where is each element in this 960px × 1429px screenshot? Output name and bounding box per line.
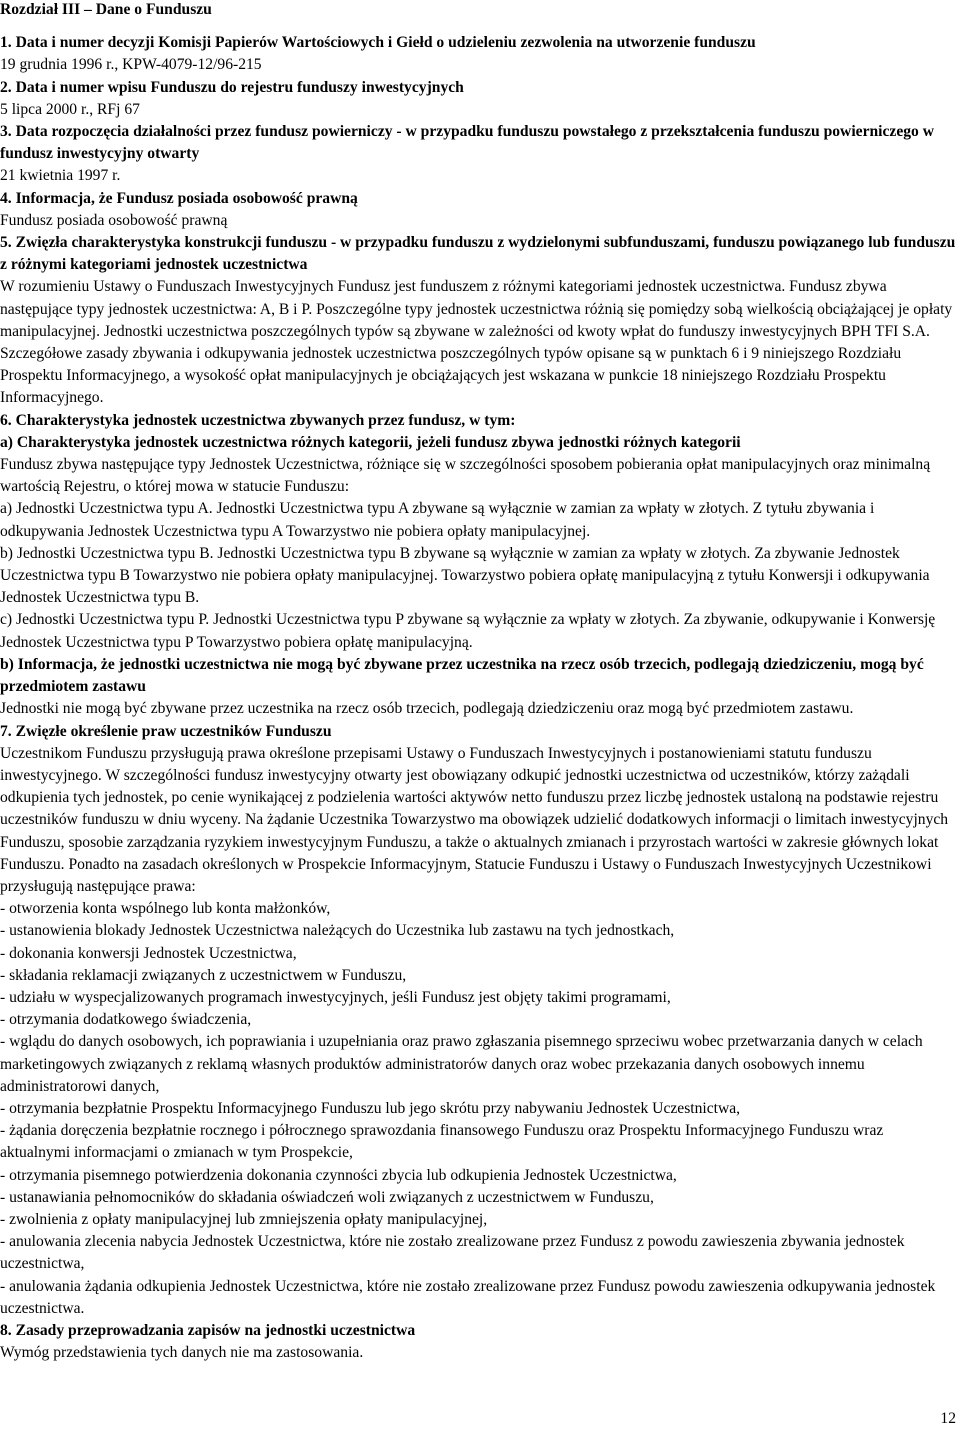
body-text: a) Jednostki Uczestnictwa typu A. Jednostki Uczestnictwa typu A zbywane są wyłącznie w zamian za wpłaty w złotych. Z tytułu zbywania i odkupywania Jednostek Uczestnictwa typu A Towarzystwo nie pobiera opłaty manipulacyjnej. (0, 500, 879, 540)
section-heading: 8. Zasady przeprowadzania zapisów na jednostki uczestnictwa (0, 1321, 416, 1339)
section-heading: 5. Zwięzła charakterystyka konstrukcji funduszu - w przypadku funduszu z wydzielonymi subfunduszami, funduszu powiązanego lub funduszu z różnymi kategoriami jednostek uczestnictwa (0, 234, 960, 274)
section-heading: 1. Data i numer decyzji Komisji Papierów Wartościowych i Giełd o udzieleniu zezwolenia na utworzenie funduszu (0, 34, 756, 52)
section-heading: 2. Data i numer wpisu Funduszu do rejestru funduszy inwestycyjnych (0, 78, 464, 96)
section-heading: 6. Charakterystyka jednostek uczestnictwa zbywanych przez fundusz, w tym: (0, 411, 516, 429)
body-text: - otrzymania bezpłatnie Prospektu Informacyjnego Funduszu lub jego skrótu przy nabywaniu Jednostek Uczestnictwa, (0, 1099, 741, 1117)
body-text: - ustanowienia blokady Jednostek Uczestnictwa należących do Uczestnika lub zastawu na tych jednostkach, (0, 922, 675, 940)
chapter-title: Rozdział III – Dane o Funduszu (0, 1, 212, 18)
title-spacer (0, 21, 956, 32)
body-text: Wymóg przedstawienia tych danych nie ma zastosowania. (0, 1344, 364, 1362)
section-heading: 3. Data rozpoczęcia działalności przez fundusz powierniczy - w przypadku funduszu powstałego z przekształcenia funduszu powierniczego w fundusz inwestycyjny otwarty (0, 123, 938, 163)
section-heading: 7. Zwięzłe określenie praw uczestników Funduszu (0, 722, 332, 740)
body-text: - dokonania konwersji Jednostek Uczestnictwa, (0, 944, 297, 962)
body-text: - wglądu do danych osobowych, ich poprawiania i uzupełniania oraz prawo zgłaszania pisemnego sprzeciwu wobec przetwarzania danych w celach marketingowych związanych z reklamą własnych produktów administratorów danych oraz wobec przekazania danych osobowych innemu administratorowi danych, (0, 1033, 927, 1095)
section-heading: 4. Informacja, że Fundusz posiada osobowość prawną (0, 189, 358, 207)
body-text: c) Jednostki Uczestnictwa typu P. Jednostki Uczestnictwa typu P zbywane są wyłącznie za wpłaty w złotych. Za zbywanie, odkupywanie i Konwersję Jednostek Uczestnictwa typu P Towarzystwo pobiera opłatę manipulacyjną. (0, 611, 940, 651)
page-number: 12 (940, 1410, 956, 1427)
body-text: - otrzymania pisemnego potwierdzenia dokonania czynności zbycia lub odkupienia Jednostek Uczestnictwa, (0, 1166, 677, 1184)
body-text: 19 grudnia 1996 r., KPW-4079-12/96-215 (0, 56, 262, 74)
body-text: - anulowania zlecenia nabycia Jednostek Uczestnictwa, które nie zostało zrealizowane przez Fundusz z powodu zawieszenia zbywania jednostek uczestnictwa, (0, 1233, 909, 1273)
section-heading: b) Informacja, że jednostki uczestnictwa nie mogą być zbywane przez uczestnika na rzecz osób trzecich, podlegają dziedziczeniu, mogą być przedmiotem zastawu (0, 655, 928, 696)
body-text: - ustanawiania pełnomocników do składania oświadczeń woli związanych z uczestnictwem w Funduszu, (0, 1188, 654, 1206)
body-text: 21 kwietnia 1997 r. (0, 167, 121, 185)
section-heading: a) Charakterystyka jednostek uczestnictwa różnych kategorii, jeżeli fundusz zbywa jednostki różnych kategorii (0, 433, 741, 451)
body-text: - anulowania żądania odkupienia Jednostek Uczestnictwa, które nie zostało zrealizowane przez Fundusz powodu zawieszenia odkupywania jednostek uczestnictwa. (0, 1277, 940, 1317)
body-text: - zwolnienia z opłaty manipulacyjnej lub zmniejszenia opłaty manipulacyjnej, (0, 1210, 488, 1228)
body-text: Fundusz posiada osobowość prawną (0, 211, 228, 229)
body-text: Jednostki nie mogą być zbywane przez uczestnika na rzecz osób trzecich, podlegają dziedziczeniu oraz mogą być przedmiotem zastawu. (0, 700, 854, 718)
body-text: W rozumieniu Ustawy o Funduszach Inwestycyjnych Fundusz jest funduszem z różnymi kategoriami jednostek uczestnictwa. Fundusz zbywa następujące typy jednostek uczestnictwa: A, B i P. Poszczególne typy jednostek uczestnictwa różnią się pomiędzy sobą wielkością obciążającej je opłaty manipulacyjnej. Jednostki uczestnictwa poszczególnych typów są zbywane w zależności od kwoty wpłat do funduszy inwestycyjnych BPH TFI S.A. Szczegółowe zasady zbywania i odkupywania jednostek uczestnictwa poszczególnych typów opisane są w punktach 6 i 9 niniejszego Rozdziału Prospektu Informacyjnego, a wysokość opłat manipulacyjnych je obciążających jest wskazana w punkcie 18 niniejszego Rozdziału Prospektu Informacyjnego. (0, 278, 957, 407)
body-text: - otworzenia konta wspólnego lub konta małżonków, (0, 900, 331, 918)
body-text: Fundusz zbywa następujące typy Jednostek Uczestnictwa, różniące się w szczególności sposobem pobierania opłat manipulacyjnych oraz minimalną wartością Rejestru, o której mowa w statucie Funduszu: (0, 456, 935, 496)
body-text: 5 lipca 2000 r., RFj 67 (0, 100, 140, 118)
body-text: - otrzymania dodatkowego świadczenia, (0, 1011, 252, 1029)
paragraph-list (0, 32, 960, 1364)
body-text: b) Jednostki Uczestnictwa typu B. Jednostki Uczestnictwa typu B zbywane są wyłącznie w zamian za wpłaty w złotych. Za zbywanie Jednostek Uczestnictwa typu B Towarzystwo nie pobiera opłaty manipulacyjnej. Towarzystwo pobiera opłatę manipulacyjną z tytułu Konwersji i odkupywania Jednostek Uczestnictwa typu B. (0, 544, 934, 607)
body-text: Uczestnikom Funduszu przysługują prawa określone przepisami Ustawy o Funduszach Inwestycyjnych i postanowieniami statutu funduszu inwestycyjnego. W szczególności fundusz inwestycyjny otwarty jest obowiązany odkupić jednostki uczestnictwa od uczestników, którzy zażądali odkupienia tych jednostek, po cenie wynikającej z podzielenia wartości aktywów netto funduszu przez liczbę jednostek ustaloną na podstawie rejestru uczestników funduszu w dniu wyceny. Na żądanie Uczestnika Towarzystwo ma obowiązek udzielić dodatkowych informacji o limitach inwestycyjnych Funduszu, sposobie zarządzania ryzykiem inwestycyjnym Funduszu, a także o aktualnych zmianach i przyrostach wartości w zakresie głównych lokat Funduszu. Ponadto na zasadach określonych w Prospekcie Informacyjnym, Statucie Funduszu i Ustawy o Funduszach Inwestycyjnych Uczestnikowi przysługują następujące prawa: (0, 744, 953, 895)
body-text: - żądania doręczenia bezpłatnie rocznego i półrocznego sprawozdania finansowego Funduszu oraz Prospektu Informacyjnego Funduszu wraz aktualnymi informacjami o zmianach w tym Prospekcie, (0, 1122, 888, 1162)
body-text: - udziału w wyspecjalizowanych programach inwestycyjnych, jeśli Fundusz jest objęty takimi programami, (0, 988, 671, 1006)
body-text: - składania reklamacji związanych z uczestnictwem w Funduszu, (0, 966, 407, 984)
